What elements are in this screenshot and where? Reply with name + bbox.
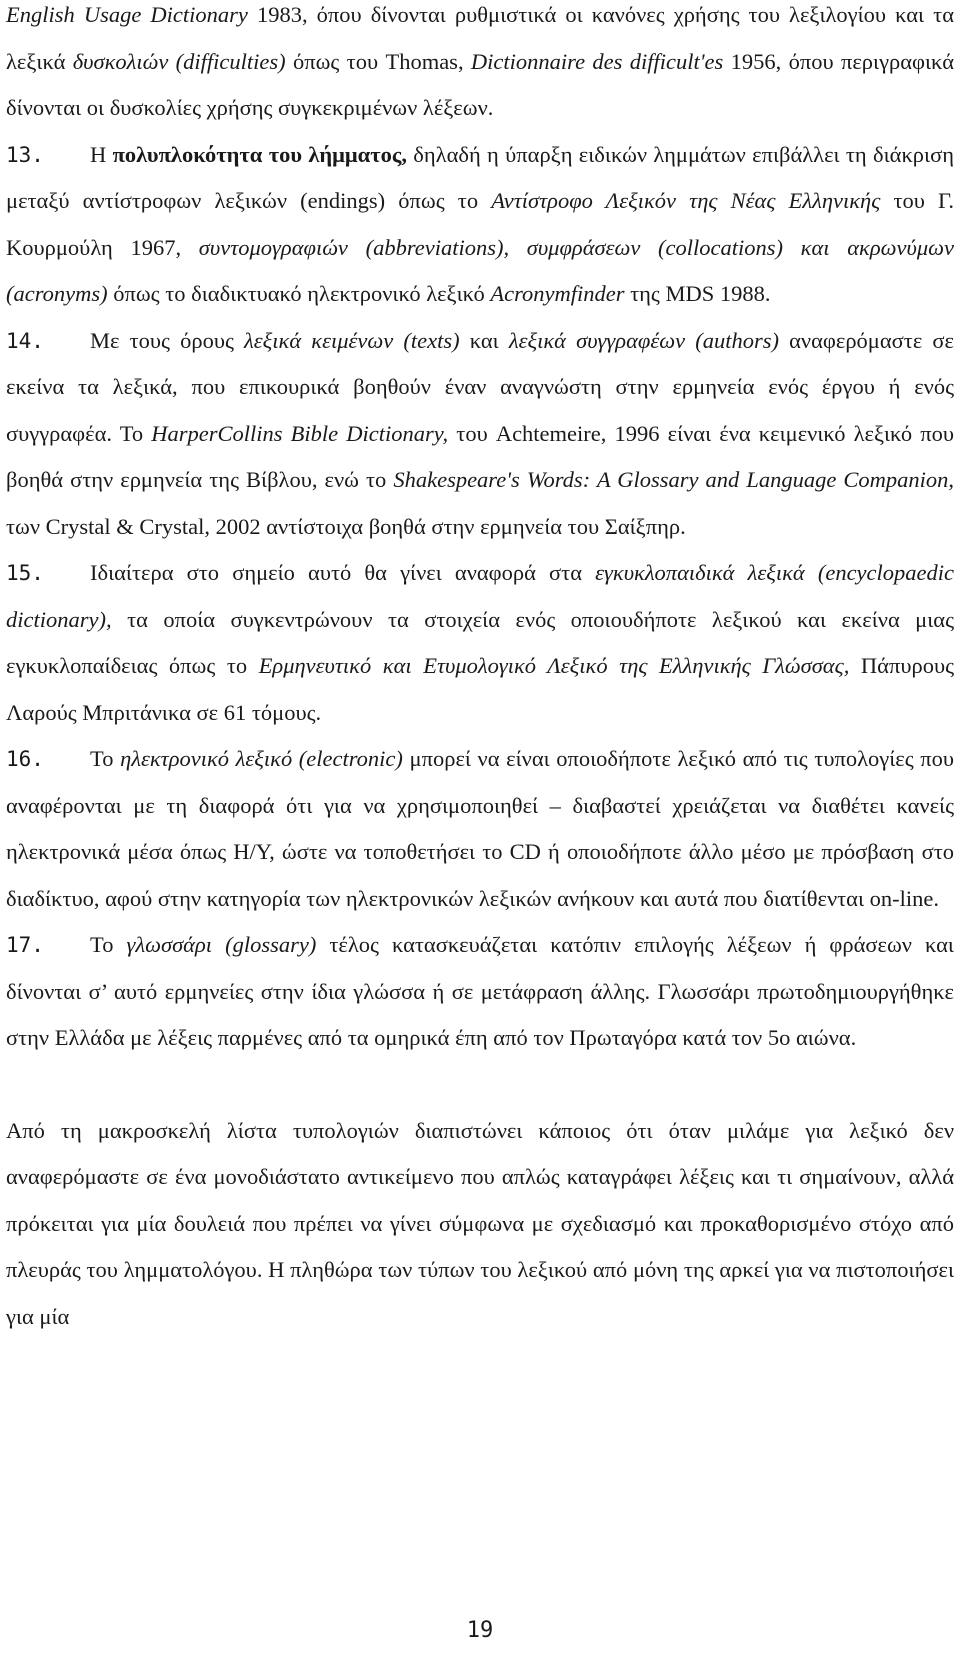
item-number: 13.: [6, 142, 44, 167]
italic-term: δυσκολιών (difficulties): [72, 48, 286, 74]
text-run: τέλος κατασκευάζεται κατόπιν επιλογής λέξεων ή φράσεων και δίνονται σ’ αυτό ερμηνείες στην ίδια γλώσσα ή σε μετάφραση άλλης. Γλωσσάρι πρωτοδημιουργήθηκε στην Ελλάδα με λέξεις παρμένες από τα ομηρικά έπη από τον Πρωταγόρα κατά τον 5ο αιώνα.: [6, 932, 954, 1050]
text-run: , των Crystal & Crystal, 2002 αντίστοιχα βοηθά στην ερμηνεία του Σαίξπηρ.: [6, 467, 955, 539]
body-text: [6, 0, 954, 1340]
text-run: Το: [90, 746, 121, 771]
text-run: 1956, όπου περιγραφικά δίνονται οι δυσκολίες χρήσης συγκεκριμένων λέξεων.: [6, 48, 954, 120]
text-run: μπορεί να είναι οποιοδήποτε λεξικό από τις τυπολογίες που αναφέρονται με τη διαφορά ότι για να χρησιμοποιηθεί – διαβαστεί χρειάζεται να διαθέτει κανείς ηλεκτρονικά μέσα όπως Η/Υ, ώστε να τοποθετήσει το CD ή οποιοδήποτε άλλο μέσο με πρόσβαση στο διαδίκτυο, αφού στην κατηγορία των ηλεκτρονικών λεξικών ανήκουν και αυτά που διατίθενται on-line.: [6, 746, 954, 911]
text-run: και: [459, 327, 509, 353]
text-run: αναφερόμαστε σε εκείνα τα λεξικά, που επικουρικά βοηθούν έναν αναγνώστη στην ερμηνεία ενός έργου ή ενός συγγραφέα. Το: [6, 327, 954, 446]
paragraph-gap: [6, 1062, 954, 1108]
italic-term: εγκυκλοπαιδικά λεξικά (encyclopaedic dictionary),: [6, 560, 955, 632]
item-number: 17.: [6, 933, 44, 957]
text-run: τα οποία συγκεντρώνουν τα στοιχεία ενός οποιουδήποτε λεξικού και εκείνα μιας εγκυκλοπαίδειας όπως το: [6, 606, 954, 678]
text-run: Το: [90, 932, 127, 957]
italic-term: English Usage Dictionary: [6, 2, 248, 27]
text-run: δηλαδή η ύπαρξη ειδικών λημμάτων επιβάλλει τη διάκριση μεταξύ αντίστροφων λεξικών (endings) όπως το: [6, 141, 954, 213]
paragraph-12-continued: [6, 0, 954, 132]
list-item-17: [6, 922, 954, 1062]
italic-term: Αντίστροφο Λεξικόν της Νέας Ελληνικής: [491, 188, 881, 213]
italic-term: λεξικά συγγραφέων (authors): [508, 327, 779, 353]
item-number: 16.: [6, 747, 44, 771]
italic-term: Shakespeare's Words: A Glossary and Language Companion: [393, 467, 949, 492]
text-run: Με τους όρους: [90, 327, 245, 353]
text-run: Ιδιαίτερα στο σημείο αυτό θα γίνει αναφορά στα: [90, 560, 596, 585]
italic-term: Dictionnaire des difficult'es: [470, 48, 724, 74]
text-run: Πάπυρους Λαρούς Μπριτάνικα σε 61 τόμους.: [6, 653, 954, 725]
closing-paragraph: Από τη μακροσκελή λίστα τυπολογιών διαπιστώνει κάποιος ότι όταν μιλάμε για λεξικό δεν αναφερόμαστε σε ένα μονοδιάστατο αντικείμενο που απλώς καταγράφει λέξεις και τι σημαίνουν, αλλά πρόκειται για μία δουλειά που πρέπει να γίνει σύμφωνα με σχεδιασμό και προκαθορισμένο στόχο από πλευράς του λημματολόγου. Η πληθώρα των τύπων του λεξικού από μόνη της αρκεί για να πιστοποιήσει για μία: [6, 1117, 954, 1329]
italic-term: γλωσσάρι (glossary): [126, 932, 317, 957]
text-run: του Achtemeire, 1996 είναι ένα κειμενικό λεξικό που βοηθά στην ερμηνεία της Βίβλου, ενώ το: [6, 420, 954, 492]
item-number: 15.: [6, 561, 44, 585]
list-item-16: [6, 736, 954, 922]
page-number: 19: [466, 1618, 494, 1643]
text-run: της MDS 1988.: [624, 281, 771, 306]
text-run: όπως το διαδικτυακό ηλεκτρονικό λεξικό: [107, 281, 491, 306]
list-item-14: [6, 318, 954, 551]
item-number: 14.: [6, 328, 44, 353]
text-run: 1983, όπου δίνονται ρυθμιστικά οι κανόνες χρήσης του λεξιλογίου και τα λεξικά: [6, 2, 954, 74]
text-run: Η: [90, 141, 113, 167]
italic-term: Ερμηνευτικό και Ετυμολογικό Λεξικό της Ελληνικής Γλώσσας,: [258, 653, 850, 678]
bold-term: πολυπλοκότητα του λήμματος,: [112, 141, 407, 167]
italic-term: λεξικά κειμένων (texts): [244, 327, 460, 353]
italic-term: ηλεκτρονικό λεξικό (electronic): [120, 746, 403, 771]
text-run: του Γ. Κουρμούλη 1967,: [6, 188, 954, 260]
list-item-15: [6, 550, 954, 736]
italic-term: HarperCollins Bible Dictionary,: [151, 420, 449, 446]
list-item-13: [6, 132, 954, 318]
italic-term: Acronymfinder: [490, 281, 625, 306]
italic-term: συντομογραφιών (abbreviations), συμφράσεων (collocations) και ακρωνύμων (acronyms): [6, 234, 954, 306]
text-run: όπως του Thomas,: [285, 48, 471, 74]
